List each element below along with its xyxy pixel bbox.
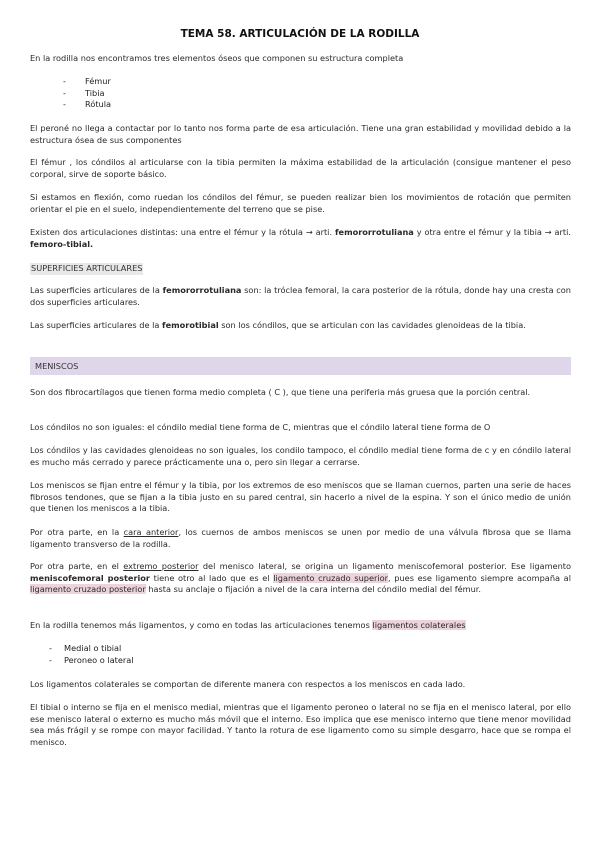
list-dash: - bbox=[63, 87, 66, 98]
tibial-paragraph: El tibial o interno se fija en el menisco medial, mientras que el ligamento peroneo o lateral no se fija en el menisco lateral, por ello ese menisco lateral o externo es mucho más móvil que el interno. Eso implica que ese menisco interno que tiene menor movilidad sea más frágil y se rompe con mayor facilidad. Y tanto la rotura de ese ligamento como su simple desgarro, hace que se rompa el menisco. bbox=[30, 702, 571, 747]
bones-list bbox=[63, 76, 111, 111]
fibrocartilagos-paragraph: Son dos fibrocartílagos que tienen forma medio completa ( C ), que tiene una periferia más gruesa que la porción central. bbox=[30, 387, 531, 397]
text-run: son los cóndilos, que se articulan con las cavidades glenoideas de la tibia. bbox=[218, 320, 526, 330]
extremo-posterior-paragraph bbox=[30, 561, 571, 596]
underlined-term: extremo posterior bbox=[123, 561, 199, 571]
list-dash: - bbox=[63, 76, 66, 86]
bold-term: meniscofemoral posterior bbox=[30, 572, 150, 583]
cavidades-paragraph: Los cóndilos y las cavidades glenoideas no son iguales, los condilo tampoco, el cóndilo medial tiene forma de c y en cóndilo lateral es mucho más cerrado y parece prácticamente una o, pero sin llegar a cerrarse. bbox=[30, 445, 571, 467]
text-run: Por otra parte, en la bbox=[30, 527, 124, 537]
highlighted-term: ligamento cruzado posterior bbox=[30, 584, 146, 594]
text-run: Las superficies articulares de la bbox=[30, 320, 163, 330]
femororrotuliana-paragraph bbox=[30, 285, 571, 308]
highlighted-term: ligamentos colaterales bbox=[372, 620, 466, 630]
text-run: En la rodilla tenemos más ligamentos, y como en todas las articulaciones tenemos bbox=[30, 620, 373, 630]
colaterales-list bbox=[49, 643, 134, 666]
section-heading-label: MENISCOS bbox=[35, 361, 79, 371]
cuernos-paragraph: Los meniscos se fijan entre el fémur y la tibia, por los extremos de eso meniscos que se llaman cuernos, parten una serie de haces fibrosos tendones, que se fijan a la tibia justo en su pared central, sin hacerlo a nivel de la espina. Y son el único medio de unión que tienen los meniscos a la tibia. bbox=[30, 480, 571, 513]
bone-label: Rótula bbox=[85, 99, 112, 109]
page-title: TEMA 58. ARTICULACIÓN DE LA RODILLA bbox=[180, 28, 420, 40]
text-run: Existen dos articulaciones distintas: una entre el fémur y la rótula → arti. bbox=[30, 227, 335, 237]
flexion-paragraph: Si estamos en flexión, como ruedan los cóndilos del fémur, se pueden realizar bien los movimientos de rotación que permiten orientar el pie en el suelo, independientemente del terreno que se pise. bbox=[30, 192, 571, 214]
section-heading-meniscos bbox=[30, 357, 571, 375]
bold-term: femororrotuliana bbox=[334, 227, 414, 237]
section-heading-superficies: SUPERFICIES ARTICULARES bbox=[31, 263, 143, 273]
text-run: Por otra parte, en el bbox=[30, 561, 124, 571]
text-run: Las superficies articulares de la bbox=[30, 285, 163, 295]
text-run: tiene otro al lado que es el bbox=[149, 572, 274, 583]
list-item bbox=[49, 655, 134, 667]
list-item bbox=[63, 99, 111, 111]
femorotibial-paragraph bbox=[30, 320, 571, 332]
list-dash: - bbox=[49, 654, 52, 665]
list-dash: - bbox=[49, 643, 52, 653]
cara-anterior-paragraph bbox=[30, 527, 571, 550]
text-run: , los cuernos de ambos meniscos se unen por medio de una válvula fibrosa que se llama ligamento transverso de la rodilla. bbox=[30, 527, 571, 549]
comportan-paragraph: Los ligamentos colaterales se comportan de diferente manera con respectos a los meniscos en cada lado. bbox=[30, 679, 466, 689]
list-item bbox=[63, 88, 111, 100]
bone-label: Fémur bbox=[85, 76, 111, 86]
femur-paragraph: El fémur , los cóndilos al articularse con la tibia permiten la máxima estabilidad de la articulación (consigue mantener el peso corporal, sirve de soporte básico. bbox=[30, 157, 571, 179]
underlined-term: cara anterior bbox=[123, 527, 179, 537]
condilos-paragraph: Los cóndilos no son iguales: el cóndilo medial tiene forma de C, mientras que el cóndilo lateral tiene forma de O bbox=[30, 422, 491, 432]
ligamentos-paragraph bbox=[30, 620, 571, 632]
text-run: hasta su anclaje o fijación a nivel de la cara interna del cóndilo medial del fémur. bbox=[145, 584, 482, 594]
list-item bbox=[49, 643, 134, 655]
bone-label: Tibia bbox=[85, 87, 105, 98]
text-run: del menisco lateral, se origina un ligamento meniscofemoral posterior. Ese ligamento bbox=[198, 561, 571, 571]
articulaciones-paragraph bbox=[30, 227, 571, 250]
colateral-label: Medial o tibial bbox=[64, 643, 122, 653]
perone-paragraph: El peroné no llega a contactar por lo tanto nos forma parte de esa articulación. Tiene una gran estabilidad y movilidad debido a la estructura ósea de sus componentes bbox=[30, 123, 571, 145]
list-dash: - bbox=[63, 99, 66, 109]
bold-term: femorotibial bbox=[162, 320, 219, 330]
highlighted-term: ligamento cruzado superior bbox=[273, 572, 389, 583]
bold-term: femororrotuliana bbox=[162, 285, 242, 295]
bold-term: femoro-tibial. bbox=[30, 238, 94, 249]
text-run: son: la tróclea femoral, la cara posterior de la rótula, donde hay una cresta con dos superficies articulares. bbox=[30, 285, 572, 307]
text-run: , pues ese ligamento siempre acompaña al bbox=[388, 572, 571, 583]
colateral-label: Peroneo o lateral bbox=[64, 654, 134, 665]
list-item bbox=[63, 76, 111, 88]
text-run: y otra entre el fémur y la tibia → arti. bbox=[413, 227, 571, 237]
intro-paragraph: En la rodilla nos encontramos tres elementos óseos que componen su estructura completa bbox=[30, 53, 404, 63]
